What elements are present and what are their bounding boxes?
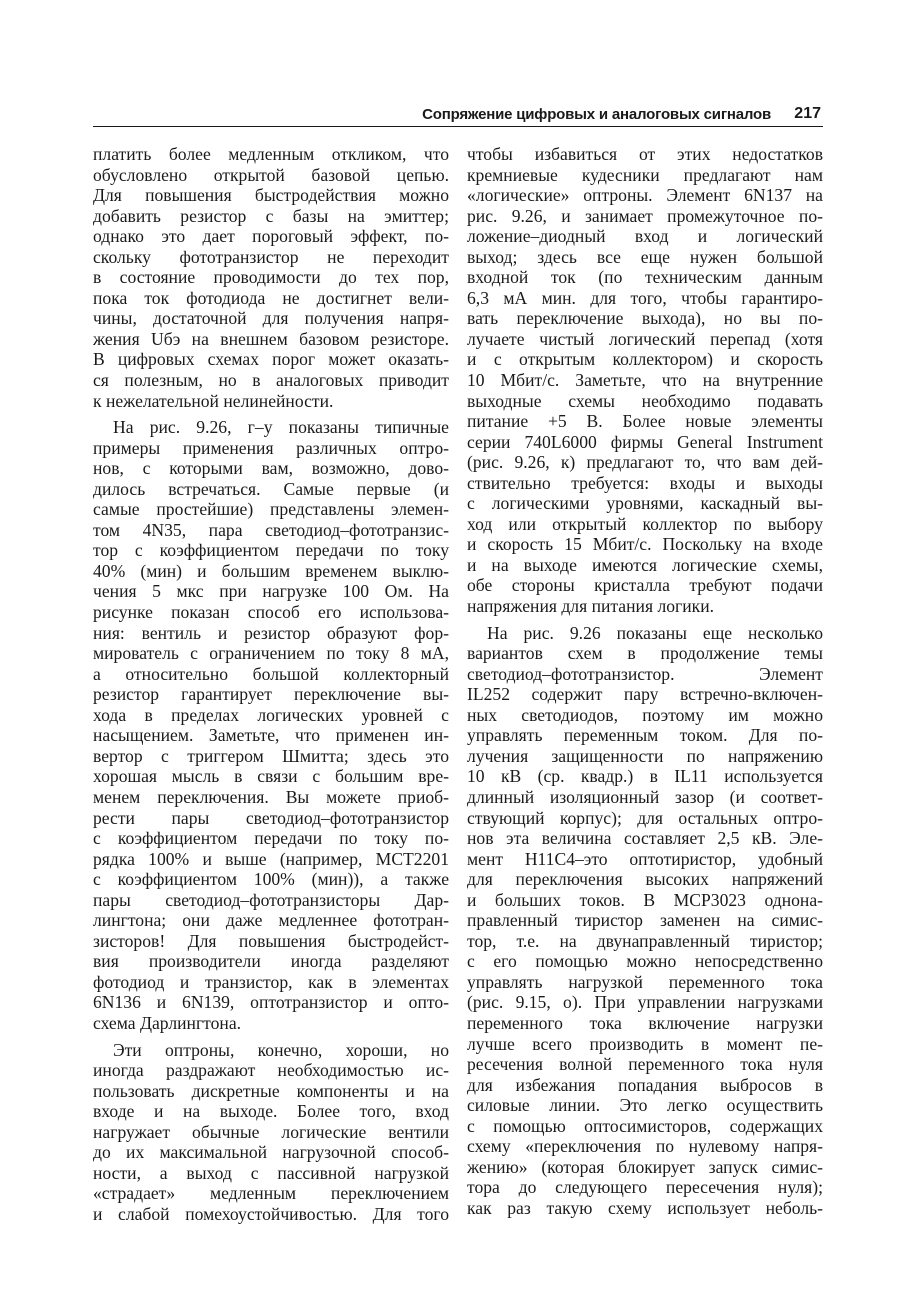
text-line: рядка 100% и выше (например, MCT2201 (93, 848, 449, 869)
text-line: 10 Мбит/с. Заметьте, что на внутренние (467, 370, 823, 391)
text-line: 40% (мин) и большим временем выклю- (93, 560, 449, 581)
text-line: примеры применения различных оптро- (93, 437, 449, 458)
text-line: ложение–диодный вход и логический (467, 226, 823, 247)
text-line: фотодиод и транзистор, как в элементах (93, 971, 449, 992)
text-line: 6N136 и 6N139, оптотранзистор и опто- (93, 992, 449, 1013)
text-line: для переключения высоких напряжений (467, 869, 823, 890)
text-line: управлять нагрузкой переменного тока (467, 971, 823, 992)
text-line: выход; здесь все еще нужен большой (467, 246, 823, 267)
text-line: хорошая мысль в связи с большим вре- (93, 766, 449, 787)
text-line: обусловлено открытой базовой цепью. (93, 164, 449, 185)
text-line: ся полезным, но в аналоговых приводит (93, 370, 449, 391)
text-line: а относительно большой коллекторный (93, 663, 449, 684)
text-line: том 4N35, пара светодиод–фототранзис- (93, 519, 449, 540)
text-line: ности, а выход с пассивной нагрузкой (93, 1162, 449, 1183)
text-line: нов эта величина составляет 2,5 кВ. Эле- (467, 828, 823, 849)
text-line: выходные схемы необходимо подавать (467, 390, 823, 411)
text-line: схему «переключения по нулевому напря- (467, 1136, 823, 1157)
text-line: и слабой помехоустойчивостью. Для того (93, 1203, 449, 1224)
text-line: силовые линии. Это легко осуществить (467, 1095, 823, 1116)
text-line: с его помощью можно непосредственно (467, 951, 823, 972)
text-line: однако это дает пороговый эффект, по- (93, 226, 449, 247)
text-line: вариантов схем в продолжение темы (467, 643, 823, 664)
page-header (93, 104, 823, 127)
text-line: На рис. 9.26, г–у показаны типичные (113, 417, 449, 438)
text-line: питание +5 В. Более новые элементы (467, 411, 823, 432)
text-line: «логические» оптроны. Элемент 6N137 на (467, 185, 823, 206)
text-line: входной ток (по техническим данным (467, 267, 823, 288)
text-line: платить более медленным откликом, что (93, 144, 449, 164)
text-line: менем переключения. Вы можете приоб- (93, 786, 449, 807)
left-text-column (93, 144, 449, 1224)
text-line: с логическими уровнями, каскадный вы- (467, 493, 823, 514)
text-line: Эти оптроны, конечно, хороши, но (113, 1039, 449, 1060)
text-line: чины, достаточной для получения напря- (93, 308, 449, 329)
text-line: обе стороны кристалла требуют подачи (467, 575, 823, 596)
text-line: самые простейшие) представлены элемен- (93, 499, 449, 520)
running-title: Сопряжение цифровых и аналоговых сигналов (422, 106, 771, 123)
text-line: ния: вентиль и резистор образуют фор- (93, 622, 449, 643)
text-line: (рис. 9.15, о). При управлении нагрузками (467, 992, 823, 1013)
text-line: чения 5 мкс при нагрузке 100 Ом. На (93, 581, 449, 602)
text-line: к нежелательной нелинейности. (93, 390, 334, 411)
text-line: ход или открытый коллектор по выбору (467, 513, 823, 534)
text-line: как раз такую схему использует неболь- (467, 1197, 823, 1218)
text-line: лингтона; они даже медленнее фототран- (93, 910, 449, 931)
text-line: тор с коэффициентом передачи по току (93, 540, 449, 561)
text-line: длинный изоляционный зазор (и соответ- (467, 786, 823, 807)
text-line: и с открытым коллектором) и скорость (467, 349, 823, 370)
text-line: иногда раздражают необходимостью ис- (93, 1060, 449, 1081)
text-line: и на выходе имеются логические схемы, (467, 554, 823, 575)
text-line: с коэффициентом передачи по току по- (93, 828, 449, 849)
text-line: чтобы избавиться от этих недостатков (467, 144, 823, 164)
text-line: 6,3 мА мин. для того, чтобы гарантиро- (467, 287, 823, 308)
text-line: IL252 содержит пару встречно-включен- (467, 684, 823, 705)
text-line: правленный тиристор заменен на симис- (467, 910, 823, 931)
text-line: схема Дарлингтона. (93, 1012, 242, 1033)
text-line: насыщением. Заметьте, что применен ин- (93, 725, 449, 746)
text-line: хода в пределах логических уровней с (93, 704, 449, 725)
text-line: тора до следующего пересечения нуля); (467, 1177, 823, 1198)
text-line: и больших токов. В MCP3023 однона- (467, 889, 823, 910)
text-line: входе и на выходе. Более того, вход (93, 1101, 449, 1122)
text-line: жения Uбэ на внешнем базовом резисторе. (93, 328, 449, 349)
text-line: серии 740L6000 фирмы General Instrument (467, 431, 823, 452)
text-line: лучше всего производить в момент пе- (467, 1033, 823, 1054)
text-line: светодиод–фототранзистор. Элемент (467, 663, 823, 684)
text-line: В цифровых схемах порог может оказать- (93, 349, 449, 370)
text-line: Для повышения быстродействия можно (93, 185, 449, 206)
text-line: напряжения для питания логики. (467, 596, 715, 617)
text-line: ствующий корпус); для остальных оптро- (467, 807, 823, 828)
page-number: 217 (794, 105, 821, 122)
text-line: ресечения волной переменного тока нуля (467, 1054, 823, 1075)
text-line: вия производители иногда разделяют (93, 951, 449, 972)
text-line: нагружает обычные логические вентили (93, 1121, 449, 1142)
text-line: в состояние проводимости до тех пор, (93, 267, 449, 288)
text-line: тор, т.е. на двунаправленный тиристор; (467, 930, 823, 951)
text-line: с помощью оптосимисторов, содержащих (467, 1115, 823, 1136)
text-line: добавить резистор с базы на эмиттер; (93, 205, 449, 226)
text-line: пользовать дискретные компоненты и на (93, 1080, 449, 1101)
text-line: дилось встречаться. Самые первые (и (93, 478, 449, 499)
text-line: кремниевые кудесники предлагают нам (467, 164, 823, 185)
text-line: рис. 9.26, и занимает промежуточное по- (467, 205, 823, 226)
text-line: рести пары светодиод–фототранзистор (93, 807, 449, 828)
text-line: до их максимальной нагрузочной способ- (93, 1142, 449, 1163)
text-line: лучения защищенности по напряжению (467, 745, 823, 766)
text-line: резистор гарантирует переключение вы- (93, 684, 449, 705)
text-line: с коэффициентом 100% (мин)), а также (93, 869, 449, 890)
text-line: вертор с триггером Шмитта; здесь это (93, 745, 449, 766)
text-line: нов, с которыми вам, возможно, дово- (93, 458, 449, 479)
text-line: и скорость 15 Мбит/с. Поскольку на входе (467, 534, 823, 555)
text-line: 10 кВ (ср. квадр.) в IL11 используется (467, 766, 823, 787)
text-line: ных светодиодов, поэтому им можно (467, 704, 823, 725)
right-text-column (467, 144, 823, 1218)
text-line: На рис. 9.26 показаны еще несколько (487, 622, 823, 643)
text-line: для избежания попадания выбросов в (467, 1074, 823, 1095)
text-line: ствительно требуется: входы и выходы (467, 472, 823, 493)
text-line: управлять переменным током. Для по- (467, 725, 823, 746)
text-line: (рис. 9.26, к) предлагают то, что вам дей- (467, 452, 823, 473)
text-line: рисунке показан способ его использова- (93, 602, 449, 623)
text-line: мент H11C4–это оптотиристор, удобный (467, 848, 823, 869)
text-line: переменного тока включение нагрузки (467, 1012, 823, 1033)
text-line: лучаете чистый логический перепад (хотя (467, 328, 823, 349)
text-line: пары светодиод–фототранзисторы Дар- (93, 889, 449, 910)
text-line: пока ток фотодиода не достигнет вели- (93, 287, 449, 308)
text-line: жению» (которая блокирует запуск симис- (467, 1156, 823, 1177)
text-line: зисторов! Для повышения быстродейст- (93, 930, 449, 951)
text-line: «страдает» медленным переключением (93, 1183, 449, 1204)
text-line: мирователь с ограничением по току 8 мА, (93, 643, 449, 664)
text-line: скольку фототранзистор не переходит (93, 246, 449, 267)
text-line: вать переключение выхода), но вы по- (467, 308, 823, 329)
